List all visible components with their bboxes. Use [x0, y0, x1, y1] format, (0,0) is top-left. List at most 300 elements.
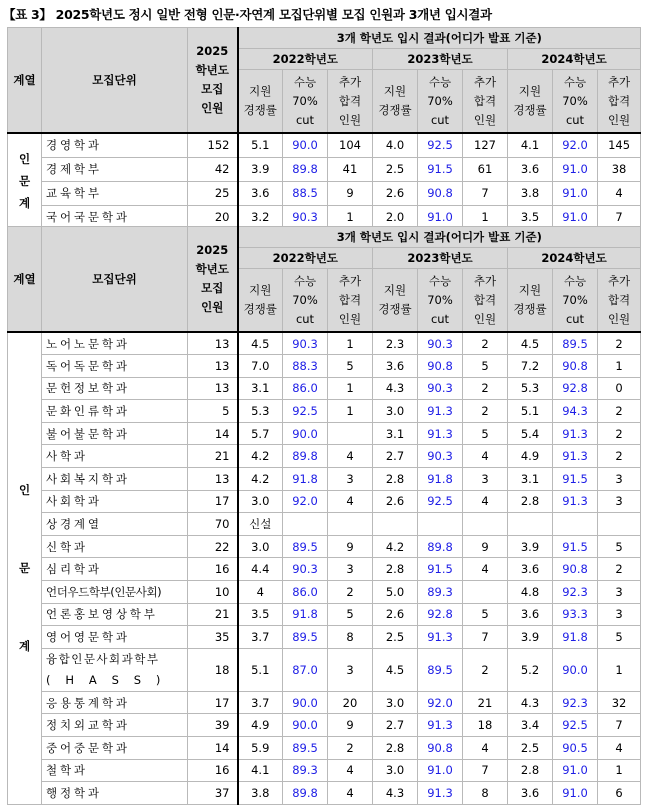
additional-2023: 7 [463, 626, 508, 649]
cut-2024: 91.5 [553, 535, 598, 558]
additional-2022: 9 [328, 714, 373, 737]
additional-2022: 2 [328, 737, 373, 760]
ratio-2022: 4.9 [238, 714, 283, 737]
additional-2022: 1 [328, 205, 373, 229]
ratio-2024: 3.6 [508, 782, 553, 805]
cut-2024: 90.8 [553, 355, 598, 378]
unit-name: 노 어 노 문 학 과 [42, 332, 188, 355]
ratio-2023: 3.6 [373, 355, 418, 378]
additional-2022: 8 [328, 626, 373, 649]
additional-2022: 41 [328, 157, 373, 181]
quota-value: 16 [188, 558, 238, 581]
header-quota-line: 2025 [196, 243, 229, 257]
additional-2023: 9 [463, 535, 508, 558]
ratio-2023: 2.6 [373, 490, 418, 513]
table-row [8, 581, 641, 604]
cut-2023: 92.0 [418, 691, 463, 714]
ratio-2023 [373, 513, 418, 536]
unit-name: 국 어 국 문 학 과 [42, 205, 188, 229]
cut-2022: 90.3 [283, 332, 328, 355]
ratio-2023: 4.5 [373, 648, 418, 691]
unit-name: 경 영 학 과 [42, 133, 188, 157]
table-row [8, 400, 641, 423]
cut-2024: 91.0 [553, 157, 598, 181]
additional-2024: 1 [598, 759, 641, 782]
cut-2022: 91.8 [283, 468, 328, 491]
cut-2022: 90.0 [283, 422, 328, 445]
ratio-2022: 5.3 [238, 400, 283, 423]
quota-value: 18 [188, 648, 238, 691]
additional-2024: 4 [598, 737, 641, 760]
header-cut-line: 수능 [563, 273, 587, 288]
additional-2024: 1 [598, 648, 641, 691]
additional-2022: 9 [328, 181, 373, 205]
additional-2023: 4 [463, 445, 508, 468]
ratio-2023: 2.5 [373, 157, 418, 181]
additional-2024: 6 [598, 782, 641, 805]
unit-name: 중 어 중 문 학 과 [42, 737, 188, 760]
additional-2024: 38 [598, 157, 641, 181]
table-row [8, 490, 641, 513]
cut-2022: 90.0 [283, 691, 328, 714]
cut-2024: 92.0 [553, 133, 598, 157]
additional-2024: 3 [598, 468, 641, 491]
additional-2023: 5 [463, 422, 508, 445]
table-row [8, 626, 641, 649]
ratio-2024: 3.5 [508, 205, 553, 229]
header-additional-line: 합격 [607, 93, 631, 108]
additional-2023: 18 [463, 714, 508, 737]
header-ratio-line: 지원 [383, 283, 407, 297]
additional-2023: 7 [463, 181, 508, 205]
quota-value: 21 [188, 603, 238, 626]
ratio-2024: 3.4 [508, 714, 553, 737]
quota-value: 13 [188, 468, 238, 491]
unit-name: 응 용 통 계 학 과 [42, 691, 188, 714]
additional-2023: 4 [463, 558, 508, 581]
table-row [8, 782, 641, 805]
additional-2024: 4 [598, 181, 641, 205]
header-ratio [238, 269, 283, 333]
header-cut-line: cut [295, 311, 315, 326]
quota-value: 25 [188, 181, 238, 205]
header-ratio-line: 지원 [249, 283, 272, 297]
header-additional-line: 인원 [607, 112, 631, 127]
ratio-2022: 5.1 [238, 133, 283, 157]
additional-2023 [463, 581, 508, 604]
additional-2022: 2 [328, 581, 373, 604]
cut-2022: 90.3 [283, 205, 328, 229]
cut-2023: 91.3 [418, 782, 463, 805]
ratio-2024: 7.2 [508, 355, 553, 378]
table-row [8, 355, 641, 378]
cut-2022: 89.3 [283, 759, 328, 782]
cut-2024: 90.0 [553, 648, 598, 691]
additional-2023: 5 [463, 603, 508, 626]
ratio-2024: 3.6 [508, 558, 553, 581]
header-additional [463, 70, 508, 134]
ratio-2024: 5.2 [508, 648, 553, 691]
ratio-2024: 3.1 [508, 468, 553, 491]
ratio-2024: 5.1 [508, 400, 553, 423]
additional-2024 [598, 513, 641, 536]
header-year-3: 2024학년도 [508, 49, 641, 70]
ratio-2024: 4.8 [508, 581, 553, 604]
ratio-2023: 2.8 [373, 737, 418, 760]
unit-name: 사 회 복 지 학 과 [42, 468, 188, 491]
ratio-2022: 4.2 [238, 468, 283, 491]
ratio-2023: 2.6 [373, 181, 418, 205]
cut-2023: 91.0 [418, 759, 463, 782]
header-quota-line: 2025 [196, 44, 229, 58]
header-additional-line: 합격 [473, 292, 497, 307]
quota-value: 22 [188, 535, 238, 558]
cut-2023: 89.5 [418, 648, 463, 691]
admission-table-1 [7, 27, 641, 230]
additional-2023: 5 [463, 355, 508, 378]
unit-name: 독 어 독 문 학 과 [42, 355, 188, 378]
additional-2024: 1 [598, 355, 641, 378]
cut-2022: 87.0 [283, 648, 328, 691]
header-ratio-line: 경쟁률 [513, 302, 547, 316]
unit-name: 불 어 불 문 학 과 [42, 422, 188, 445]
quota-value: 39 [188, 714, 238, 737]
header-cut-line: 수능 [293, 273, 317, 288]
table-row [8, 558, 641, 581]
unit-name: 문 헌 정 보 학 과 [42, 377, 188, 400]
cut-2022: 92.5 [283, 400, 328, 423]
group-char: 인 [18, 483, 31, 498]
ratio-2022: 3.2 [238, 205, 283, 229]
additional-2024: 7 [598, 714, 641, 737]
cut-2022: 89.5 [283, 626, 328, 649]
table-row [8, 691, 641, 714]
header-additional-line: 추가 [338, 273, 362, 288]
quota-value: 17 [188, 490, 238, 513]
ratio-2024: 3.8 [508, 181, 553, 205]
ratio-2024: 4.1 [508, 133, 553, 157]
header-additional [328, 269, 373, 333]
header-cut [553, 70, 598, 134]
additional-2022: 5 [328, 603, 373, 626]
quota-value: 35 [188, 626, 238, 649]
table-row [8, 377, 641, 400]
header-ratio-line: 지원 [249, 84, 272, 98]
ratio-2022: 3.7 [238, 626, 283, 649]
additional-2024: 2 [598, 332, 641, 355]
additional-2023: 7 [463, 759, 508, 782]
ratio-2023: 2.5 [373, 626, 418, 649]
additional-2023: 4 [463, 490, 508, 513]
cut-2022: 92.0 [283, 490, 328, 513]
cut-2022: 88.3 [283, 355, 328, 378]
ratio-2024: 4.5 [508, 332, 553, 355]
unit-name: 경 제 학 부 [42, 157, 188, 181]
ratio-2023: 2.8 [373, 468, 418, 491]
table-row [8, 603, 641, 626]
ratio-2023: 4.0 [373, 133, 418, 157]
ratio-2023: 4.3 [373, 377, 418, 400]
header-cut-line: cut [430, 112, 450, 127]
table-row [8, 737, 641, 760]
cut-2024: 93.3 [553, 603, 598, 626]
cut-2023: 89.3 [418, 581, 463, 604]
header-year-1: 2022학년도 [238, 49, 373, 70]
cut-2022: 86.0 [283, 581, 328, 604]
header-ratio [508, 269, 553, 333]
header-cut [283, 70, 328, 134]
cut-2023: 91.3 [418, 626, 463, 649]
header-additional-line: 추가 [607, 273, 631, 288]
header-quota-line: 인원 [201, 300, 224, 314]
group-char: 문 [18, 174, 31, 189]
additional-2023: 2 [463, 377, 508, 400]
header-additional [598, 70, 641, 134]
ratio-2022: 3.9 [238, 157, 283, 181]
additional-2024: 0 [598, 377, 641, 400]
additional-2024: 2 [598, 445, 641, 468]
ratio-2024: 2.8 [508, 759, 553, 782]
ratio-2023: 3.0 [373, 691, 418, 714]
group-char: 계 [18, 196, 31, 211]
cut-2024: 94.3 [553, 400, 598, 423]
quota-value: 21 [188, 445, 238, 468]
ratio-2022: 3.6 [238, 181, 283, 205]
table-row [8, 759, 641, 782]
table-row [8, 714, 641, 737]
additional-2024: 3 [598, 581, 641, 604]
ratio-2022: 3.5 [238, 603, 283, 626]
cut-2022: 86.0 [283, 377, 328, 400]
header-cut-line: 수능 [293, 74, 317, 89]
unit-name: 사 학 과 [42, 445, 188, 468]
cut-2023: 91.8 [418, 468, 463, 491]
quota-value: 14 [188, 422, 238, 445]
ratio-2024: 4.9 [508, 445, 553, 468]
unit-name: 사 회 학 과 [42, 490, 188, 513]
additional-2024: 32 [598, 691, 641, 714]
unit-name: 언더우드학부(인문사회) [42, 581, 188, 604]
ratio-2024: 2.5 [508, 737, 553, 760]
ratio-2022: 7.0 [238, 355, 283, 378]
ratio-2023: 2.7 [373, 714, 418, 737]
header-cut [283, 269, 328, 333]
header-ratio [373, 70, 418, 134]
cut-2023: 90.8 [418, 355, 463, 378]
ratio-2022: 4.1 [238, 759, 283, 782]
additional-2022: 104 [328, 133, 373, 157]
ratio-2024: 3.6 [508, 603, 553, 626]
group-char: 계 [18, 639, 31, 654]
cut-2024: 92.3 [553, 581, 598, 604]
cut-2024: 91.3 [553, 422, 598, 445]
header-group: 계열 [8, 28, 42, 134]
cut-2022 [283, 513, 328, 536]
quota-value: 10 [188, 581, 238, 604]
cut-2024 [553, 513, 598, 536]
table-row [8, 648, 641, 691]
additional-2024: 3 [598, 490, 641, 513]
header-ratio [373, 269, 418, 333]
header-quota-line: 학년도 [195, 63, 229, 77]
ratio-2023: 3.0 [373, 759, 418, 782]
ratio-2022: 5.1 [238, 648, 283, 691]
table-row [8, 181, 641, 205]
header-additional-line: 추가 [607, 74, 631, 89]
cut-2024: 90.5 [553, 737, 598, 760]
header-cut-line: 70% [562, 93, 588, 108]
cut-2022: 89.8 [283, 782, 328, 805]
header-ratio-line: 지원 [518, 84, 542, 98]
additional-2023: 127 [463, 133, 508, 157]
additional-2024: 5 [598, 626, 641, 649]
header-cut-line: 수능 [428, 273, 452, 288]
additional-2022: 4 [328, 445, 373, 468]
ratio-2023: 4.2 [373, 535, 418, 558]
cut-2024: 91.3 [553, 445, 598, 468]
ratio-2024: 3.9 [508, 626, 553, 649]
additional-2023: 2 [463, 648, 508, 691]
header-results: 3개 학년도 입시 결과(어디가 발표 기준) [238, 28, 641, 49]
cut-2024: 91.0 [553, 181, 598, 205]
table-row [8, 468, 641, 491]
header-results: 3개 학년도 입시 결과(어디가 발표 기준) [238, 227, 641, 248]
quota-value: 20 [188, 205, 238, 229]
cut-2024: 91.5 [553, 468, 598, 491]
ratio-2024: 4.3 [508, 691, 553, 714]
header-quota-line: 인원 [201, 101, 224, 115]
ratio-2024: 5.3 [508, 377, 553, 400]
table-row [8, 513, 641, 536]
header-additional [463, 269, 508, 333]
header-ratio-line: 지원 [518, 283, 542, 297]
header-cut [418, 269, 463, 333]
header-ratio-line: 지원 [383, 84, 407, 98]
ratio-2023: 2.0 [373, 205, 418, 229]
unit-name: 상 경 계 열 [42, 513, 188, 536]
unit-name: 신 학 과 [42, 535, 188, 558]
header-cut-line: cut [565, 112, 585, 127]
group-char: 인 [18, 152, 31, 167]
header-quota [188, 28, 238, 134]
ratio-2023: 3.1 [373, 422, 418, 445]
quota-value: 42 [188, 157, 238, 181]
cut-2024: 90.8 [553, 558, 598, 581]
quota-value: 13 [188, 355, 238, 378]
additional-2023: 8 [463, 782, 508, 805]
ratio-2023: 4.3 [373, 782, 418, 805]
cut-2023: 92.5 [418, 133, 463, 157]
cut-2023: 90.3 [418, 377, 463, 400]
ratio-2022: 3.1 [238, 377, 283, 400]
unit-name: 교 육 학 부 [42, 181, 188, 205]
ratio-2024: 3.6 [508, 157, 553, 181]
cut-2022: 89.5 [283, 535, 328, 558]
unit-name: 심 리 학 과 [42, 558, 188, 581]
header-cut-line: 수능 [563, 74, 587, 89]
header-year-3: 2024학년도 [508, 248, 641, 269]
quota-value: 152 [188, 133, 238, 157]
cut-2024: 89.5 [553, 332, 598, 355]
header-additional-line: 추가 [473, 74, 497, 89]
ratio-2023: 5.0 [373, 581, 418, 604]
cut-2022: 90.3 [283, 558, 328, 581]
cut-2024: 91.0 [553, 782, 598, 805]
additional-2022: 1 [328, 400, 373, 423]
cut-2023: 92.5 [418, 490, 463, 513]
ratio-2022: 4.2 [238, 445, 283, 468]
additional-2022: 20 [328, 691, 373, 714]
header-quota-line: 모집 [201, 281, 224, 295]
additional-2023 [463, 513, 508, 536]
header-ratio-line: 경쟁률 [378, 302, 412, 316]
cut-2023: 90.8 [418, 181, 463, 205]
cut-2024: 92.5 [553, 714, 598, 737]
additional-2023: 61 [463, 157, 508, 181]
cut-2023: 91.3 [418, 400, 463, 423]
header-additional-line: 인원 [607, 311, 631, 326]
additional-2022: 3 [328, 558, 373, 581]
quota-value: 16 [188, 759, 238, 782]
header-ratio-line: 경쟁률 [378, 103, 412, 117]
quota-value: 13 [188, 377, 238, 400]
additional-2022 [328, 513, 373, 536]
header-unit: 모집단위 [42, 28, 188, 134]
additional-2022: 3 [328, 648, 373, 691]
unit-name: 문 화 인 류 학 과 [42, 400, 188, 423]
header-additional-line: 인원 [338, 112, 362, 127]
unit-name-line: ( H A S S ) [46, 672, 160, 687]
header-ratio [508, 70, 553, 134]
ratio-2022: 4.5 [238, 332, 283, 355]
header-additional-line: 합격 [338, 93, 362, 108]
header-additional-line: 인원 [338, 311, 362, 326]
group-char: 문 [18, 561, 31, 576]
ratio-2024: 5.4 [508, 422, 553, 445]
quota-value: 37 [188, 782, 238, 805]
table-title: 【표 3】 2025학년도 정시 일반 전형 인문·자연계 모집단위별 모집 인원과 3개년 입시결과 [3, 7, 492, 22]
additional-2022: 4 [328, 759, 373, 782]
additional-2024: 3 [598, 603, 641, 626]
group-label [8, 332, 42, 804]
additional-2023: 3 [463, 468, 508, 491]
ratio-2022: 신설 [238, 513, 283, 536]
cut-2023 [418, 513, 463, 536]
header-ratio-line: 경쟁률 [243, 302, 277, 316]
table-row [8, 535, 641, 558]
header-ratio [238, 70, 283, 134]
ratio-2024: 3.9 [508, 535, 553, 558]
cut-2023: 90.3 [418, 445, 463, 468]
header-cut-line: 수능 [428, 74, 452, 89]
additional-2022: 4 [328, 490, 373, 513]
ratio-2022: 4 [238, 581, 283, 604]
ratio-2023: 2.7 [373, 445, 418, 468]
additional-2022: 1 [328, 377, 373, 400]
cut-2022: 89.8 [283, 157, 328, 181]
ratio-2023: 2.6 [373, 603, 418, 626]
cut-2022: 88.5 [283, 181, 328, 205]
quota-value: 13 [188, 332, 238, 355]
header-quota [188, 227, 238, 333]
additional-2022: 9 [328, 535, 373, 558]
ratio-2022: 4.4 [238, 558, 283, 581]
header-cut-line: 70% [292, 292, 318, 307]
unit-name [42, 648, 188, 691]
cut-2023: 91.3 [418, 714, 463, 737]
header-cut-line: 70% [427, 93, 453, 108]
unit-name: 정 치 외 교 학 과 [42, 714, 188, 737]
